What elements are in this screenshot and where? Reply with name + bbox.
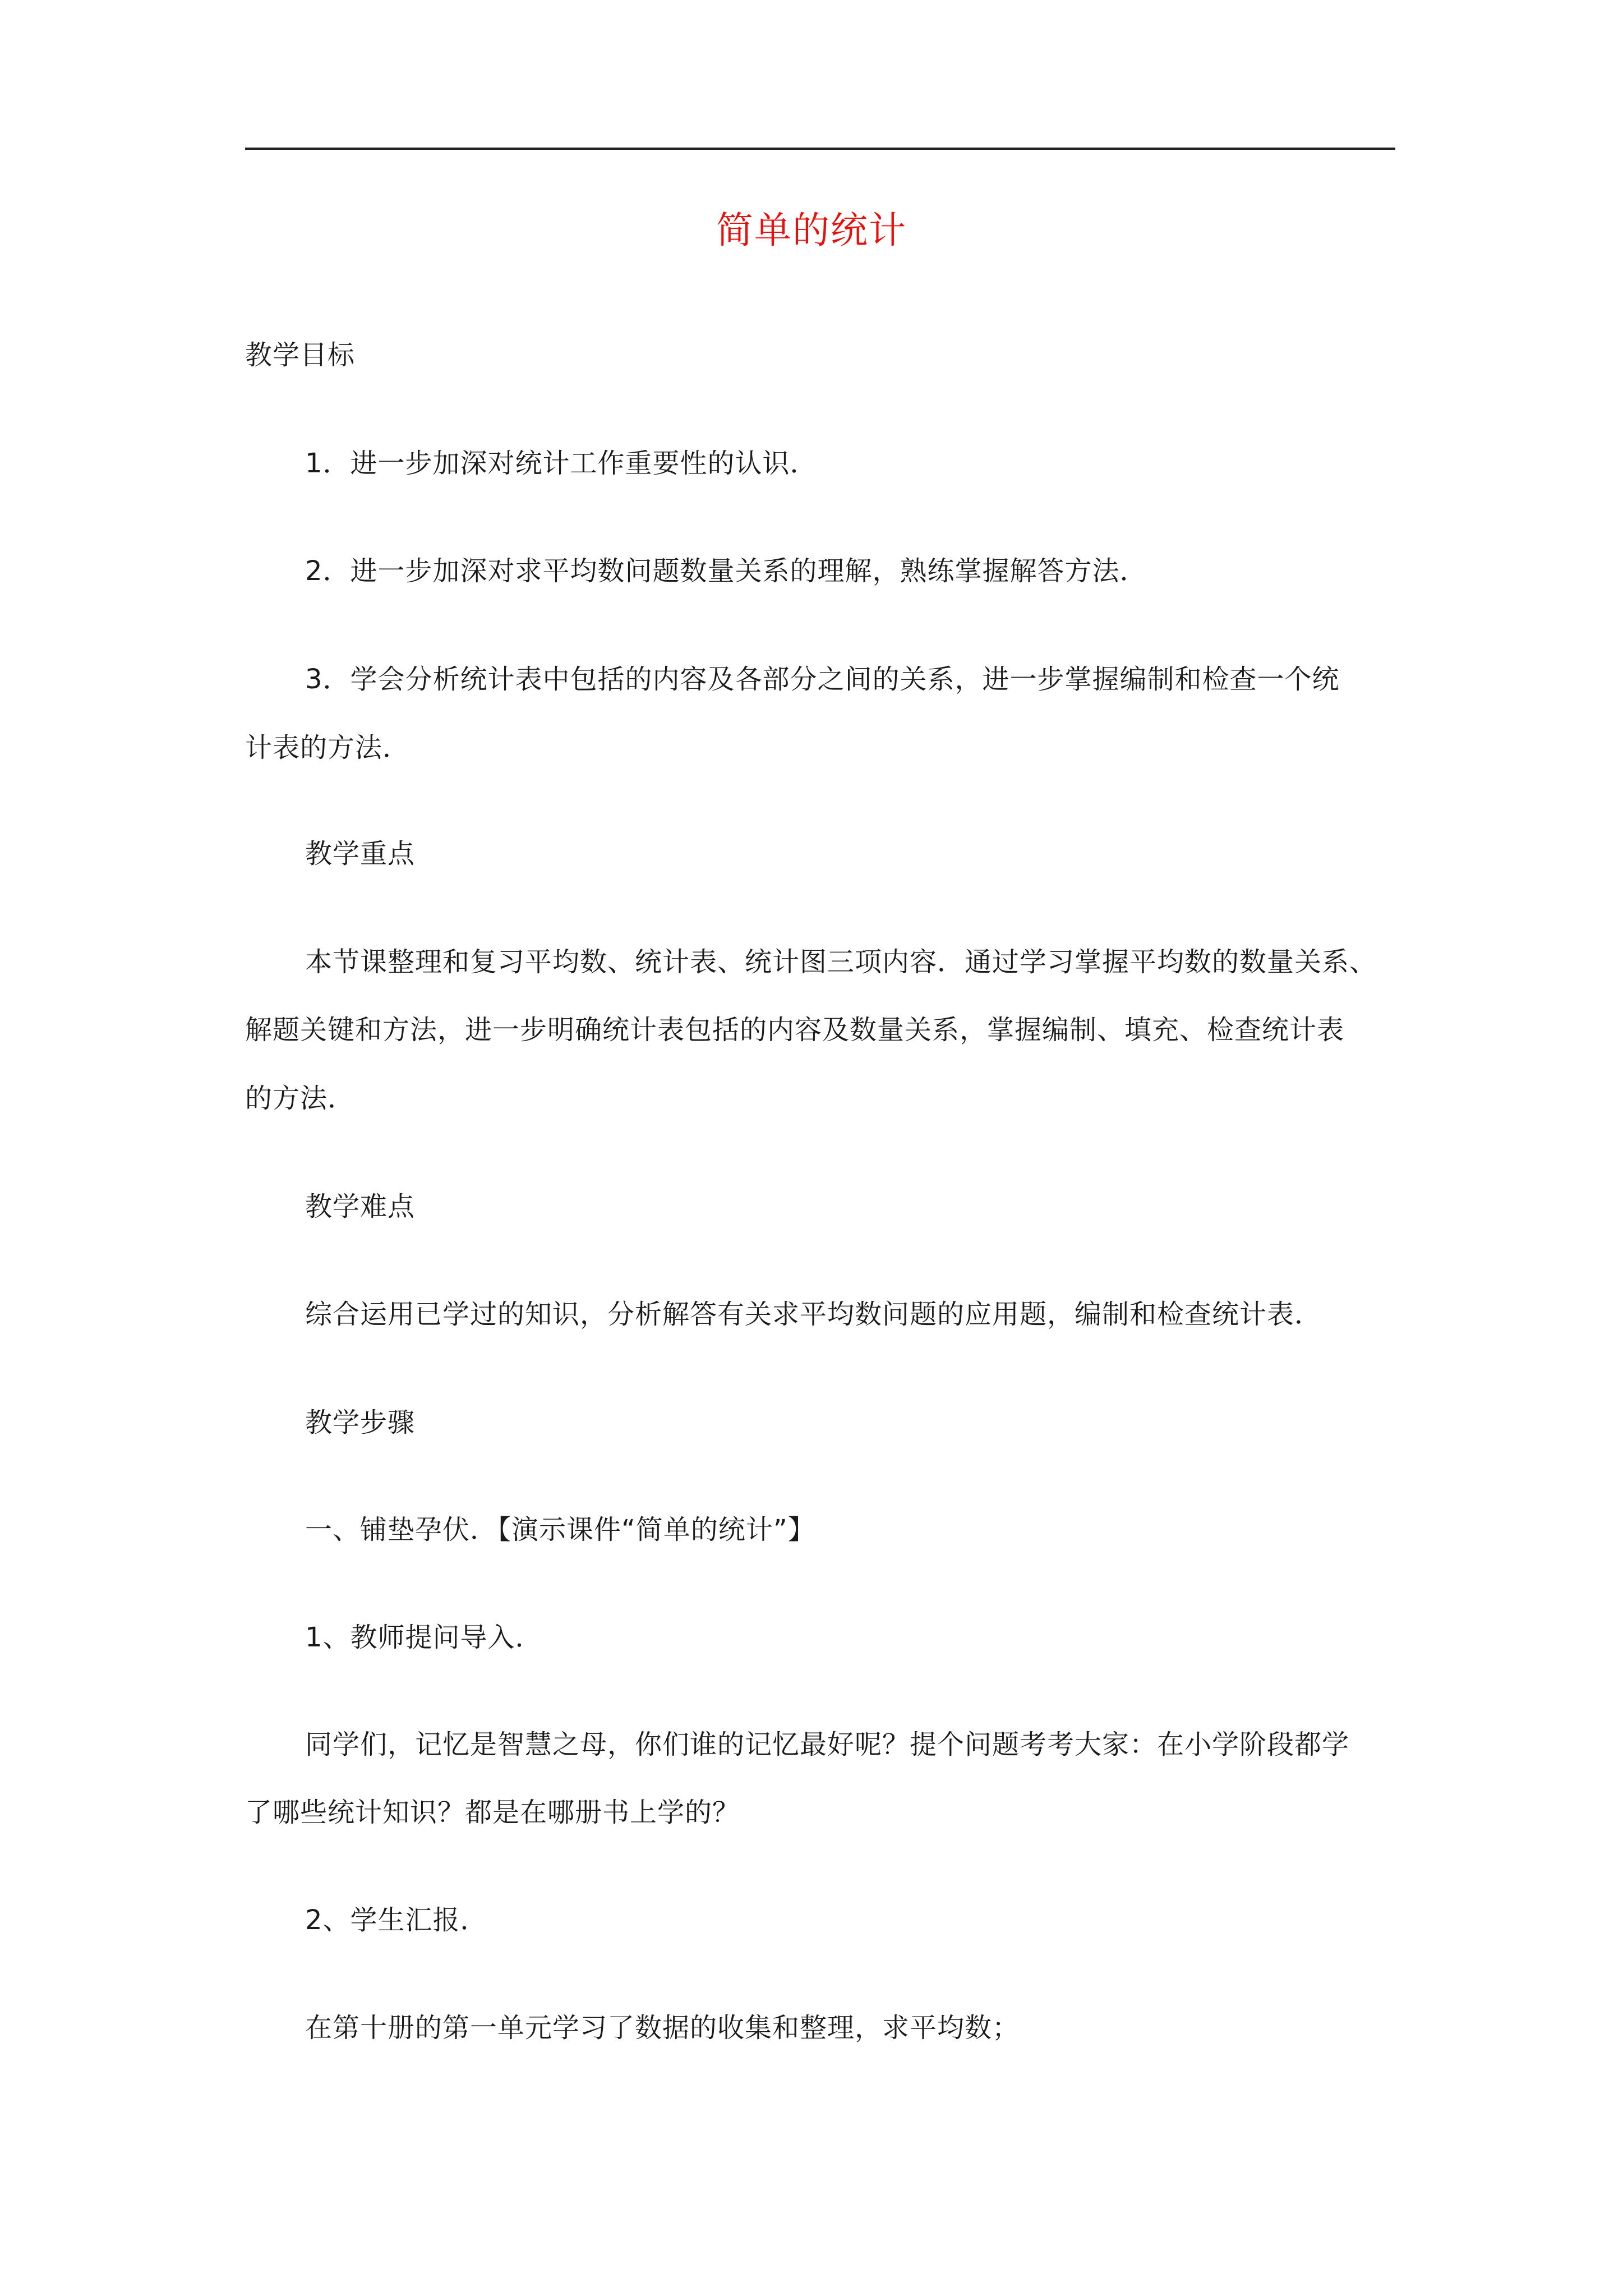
step-1-item-1: 1、教师提问导入． xyxy=(305,1622,543,1653)
step-1-heading: 一、铺垫孕伏．【演示课件“简单的统计”】 xyxy=(305,1514,815,1545)
student-report: 在第十册的第一单元学习了数据的收集和整理，求平均数； xyxy=(305,2012,1020,2044)
key-points-text-cont-1: 解题关键和方法，进一步明确统计表包括的内容及数量关系，掌握编制、填充、检查统计表 xyxy=(245,1014,1345,1046)
key-points-text-cont-2: 的方法． xyxy=(245,1083,356,1114)
teacher-question-cont: 了哪些统计知识？都是在哪册书上学的？ xyxy=(245,1797,740,1828)
objective-3-cont: 计表的方法． xyxy=(245,732,411,763)
heading-teaching-steps: 教学步骤 xyxy=(305,1407,416,1438)
teacher-question: 同学们，记忆是智慧之母，你们谁的记忆最好呢？提个问题考考大家：在小学阶段都学 xyxy=(305,1729,1350,1760)
heading-difficulties: 教学难点 xyxy=(305,1191,416,1222)
objective-2: 2．进一步加深对求平均数问题数量关系的理解，熟练掌握解答方法． xyxy=(305,555,1147,587)
document-title: 简单的统计 xyxy=(716,209,907,252)
header-rule xyxy=(245,148,1395,150)
key-points-text: 本节课整理和复习平均数、统计表、统计图三项内容．通过学习掌握平均数的数量关系、 xyxy=(305,946,1377,978)
step-1-item-2: 2、学生汇报． xyxy=(305,1904,488,1936)
objective-3: 3．学会分析统计表中包括的内容及各部分之间的关系，进一步掌握编制和检查一个统 xyxy=(305,664,1340,695)
heading-key-points: 教学重点 xyxy=(305,838,416,869)
objective-1: 1．进一步加深对统计工作重要性的认识． xyxy=(305,448,818,479)
heading-teaching-objectives: 教学目标 xyxy=(245,339,356,371)
difficulties-text: 综合运用已学过的知识，分析解答有关求平均数问题的应用题，编制和检查统计表． xyxy=(305,1299,1322,1330)
